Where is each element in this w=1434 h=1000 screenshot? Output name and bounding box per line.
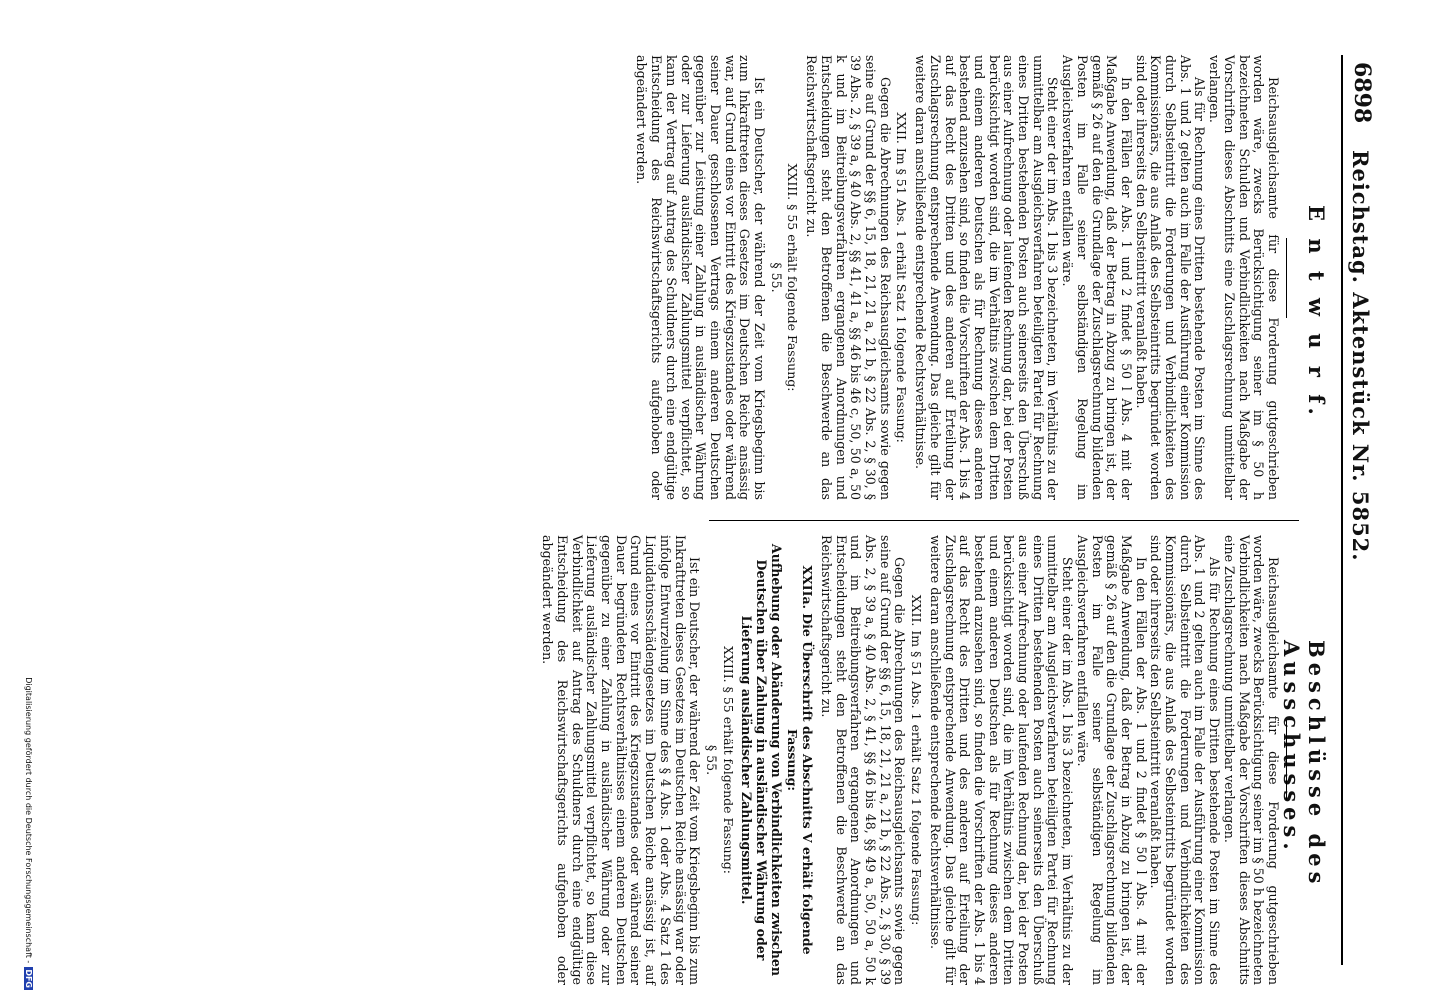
paragraph: In den Fällen der Abs. 1 und 2 findet § 50 l Abs. 4 mit der Maßgabe Anwendung, daß der Betrag in Abzug zu bringen ist, der gemäß § 26 auf den die Grundlage der Zuschlagsrechnung bildenden Posten im Falle seiner selbständigen Regelung im Ausgleichsverfahren entfallen wäre.	[1060, 55, 1134, 500]
paragraph: Ist ein Deutscher, der während der Zeit vom Kriegsbeginn bis zum Inkrafttreten dieses Gesetzes im Deutschen Reiche ansässig war oder infolge Entwurzelung im Sinne des § 4 Abs. 1 oder Abs. 4 Satz 1 des Liquidationsschädengesetzes im Deutschen Reiche ansässig ist, auf Grund eines vor Eintritt des Kriegszustandes oder während seiner Dauer begründeten Rechtsverhältnisses einem anderen Deutschen gegenüber zu einer Zahlung in ausländischer Währung oder zur Lieferung ausländischer Zahlungsmittel verpflichtet, so kann diese Verbindlichkeit auf Antrag des Schuldners durch eine endgültige Entscheidung des Reichswirtschaftsgerichts aufgehoben oder abgeändert werden.	[540, 535, 703, 985]
paragraph: Als für Rechnung eines Dritten bestehende Posten im Sinne des Abs. 1 und 2 gelten auch im Falle der Ausführung einer Kommission durch Selbsteintritt die Forderungen und Verbindlichkeiten des Kommissionärs, die aus Anlaß des Selbsteintritts begründet worden sind oder ihrerseits den Selbsteintritt veranlaßt haben.	[1133, 55, 1208, 500]
section-heading: XXII. Im § 51 Abs. 1 erhält Satz 1 folgende Fassung:	[909, 594, 925, 926]
right-column-heading: Beschlüsse des Ausschusses.	[1279, 640, 1329, 889]
paragraph-number: § 55.	[703, 744, 719, 776]
paragraph: Reichsausgleichsamte für diese Forderung gutgeschrieben worden wäre, zwecks Berücksichtigung seiner im § 50 h bezeichneten Verbindlichkeiten nach Maßgabe der Vorschriften dieses Abschnitts eine Zuschlagsrechnung unmittelbar verlangen.	[1221, 535, 1281, 985]
digitization-footer	[24, 0, 33, 1000]
header-rule	[1341, 55, 1343, 965]
paragraph-number: § 55.	[768, 262, 784, 293]
paragraph: Als für Rechnung eines Dritten bestehende Posten im Sinne des Abs. 1 und 2 gelten auch im Falle der Ausführung einer Kommission durch Selbsteintritt die Forderungen und Verbindlichkeiten des Kommissionärs, die aus Anlaß des Selbsteintritts begründet worden sind oder ihrerseits den Selbsteintritt veranlaßt haben.	[1148, 535, 1223, 985]
section-heading: XXIII. § 55 erhält folgende Fassung:	[720, 646, 736, 874]
paragraph: Steht einer der im Abs. 1 bis 3 bezeichneten, im Verhältnis zu der unmittelbar am Ausgleichsverfahren beteiligten Partei für Rechnung eines Dritten bestehenden Posten auch seinerseits den Überschuß aus einer Aufrechnung oder laufenden Rechnung dar, bei der Posten berücksichtigt worden sind, die im Verhältnis zwischen dem Dritten und einem anderen Deutschen als für Rechnung dieses anderen bestehend anzusehen sind, so finden die Vorschriften der Abs. 1 bis 4 auf das Recht des Dritten und des anderen auf Erteilung der Zuschlagsrechnung entsprechende Anwendung. Das gleiche gilt für weitere daran anschließende entsprechende Rechtsverhältnisse.	[913, 55, 1061, 500]
heading-rule	[1286, 238, 1287, 318]
dfg-logo: DFG	[24, 969, 33, 988]
section-heading: XXIII. § 55 erhält folgende Fassung:	[785, 163, 801, 392]
paragraph: Steht einer der im Abs. 1 bis 3 bezeichneten, im Verhältnis zu der unmittelbar am Ausgleichsverfahren beteiligten Partei für Rechnung eines Dritten bestehenden Posten auch seinerseits den Überschuß aus einer Aufrechnung oder laufenden Rechnung dar, bei der Posten berücksichtigt worden sind, die im Verhältnis zwischen dem Dritten und einem anderen Deutschen als für Rechnung dieses anderen bestehend anzusehen sind, so finden die Vorschriften der Abs. 1 bis 4 auf das Recht des Dritten und des anderen auf Erteilung der Zuschlagsrechnung entsprechende Anwendung. Das gleiche gilt für weitere daran anschließende entsprechende Rechtsverhältnisse.	[927, 535, 1076, 985]
document-title: Reichstag. Aktenstück Nr. 5852.	[1348, 150, 1373, 562]
left-column-heading: E n t w u r f.	[1304, 205, 1329, 420]
section-title: Aufhebung oder Abänderung von Verbindlichkeiten zwischen Deutschen über Zahlung in ausländischer Währung oder Lieferung ausländischer Zahlungsmittel.	[739, 543, 784, 977]
footer-text: Digitalisierung gefördert durch die Deutsche Forschungsgemeinschaft -	[24, 677, 33, 964]
paragraph: Ist ein Deutscher, der während der Zeit vom Kriegsbeginn bis zum Inkrafttreten dieses Gesetzes im Deutschen Reiche ansässig war, auf Grund eines vor Eintritt des Kriegszustandes oder während seiner Dauer geschlossenen Vertrags einem anderen Deutschen gegenüber zur Leistung einer Zahlung in ausländischer Währung oder zur Lieferung ausländischer Zahlungsmittel verpflichtet, so kann der Vertrag auf Antrag des Schuldners durch eine endgültige Entscheidung des Reichswirtschaftsgerichts aufgehoben oder abgeändert werden.	[634, 55, 768, 500]
committee-column	[540, 535, 1293, 985]
paragraph: In den Fällen der Abs. 1 und 2 findet § 50 l Abs. 4 mit der Maßgabe Anwendung, daß der Betrag in Abzug zu bringen ist, der gemäß § 26 auf den die Grundlage der Zuschlagsrechnung bildenden Posten im Falle seiner selbständigen Regelung im Ausgleichsverfahren entfallen wäre.	[1074, 535, 1149, 985]
section-heading: XXIIa. Die Überschrift des Abschnitts V erhält folgende Fassung:	[785, 565, 816, 955]
rotated-page	[15, 0, 1385, 1000]
section-heading: XXII. Im § 51 Abs. 1 erhält Satz 1 folgende Fassung:	[894, 112, 910, 443]
draft-column	[634, 55, 1293, 500]
paragraph: Gegen die Abrechnungen des Reichsausgleichsamts sowie gegen seine auf Grund der §§ 6, 15, 18, 21, 21 a, 21 b, § 22 Abs. 2, § 30, § 39 Abs. 2, § 39 a, § 40 Abs. 2, §§ 41, 41 a, §§ 46 bis 46 c, 50, 50 a, 50 k und im Beitreibungsverfahren ergangenen Anordnungen und Entscheidungen steht den Betroffenen die Beschwerde an das Reichswirtschaftsgericht zu.	[804, 55, 893, 500]
paragraph: Reichsausgleichsamte für diese Forderung gutgeschrieben worden wäre, zwecks Berücksichtigung seiner im § 50 h bezeichneten Schulden und Verbindlichkeiten nach Maßgabe der Vorschriften dieses Abschnitts eine Zuschlagsrechnung unmittelbar verlangen.	[1207, 55, 1281, 500]
heading-rule	[1286, 720, 1287, 800]
column-divider	[709, 520, 1299, 521]
page-number: 6898	[1349, 62, 1375, 124]
paragraph: Gegen die Abrechnungen des Reichsausgleichsamts sowie gegen seine auf Grund der §§ 6, 15, 18, 21, 21 a, 21 b, § 22 Abs. 2, § 30, § 39 Abs. 2, § 39 a, § 40 Abs. 2, § 41, §§ 46 bis 48, §§ 49 a, 50, 50 a, 50 k und im Beitreibungsverfahren ergangenen Anordnungen und Entscheidungen steht den Betroffenen die Beschwerde an das Reichswirtschaftsgericht zu.	[818, 535, 908, 985]
